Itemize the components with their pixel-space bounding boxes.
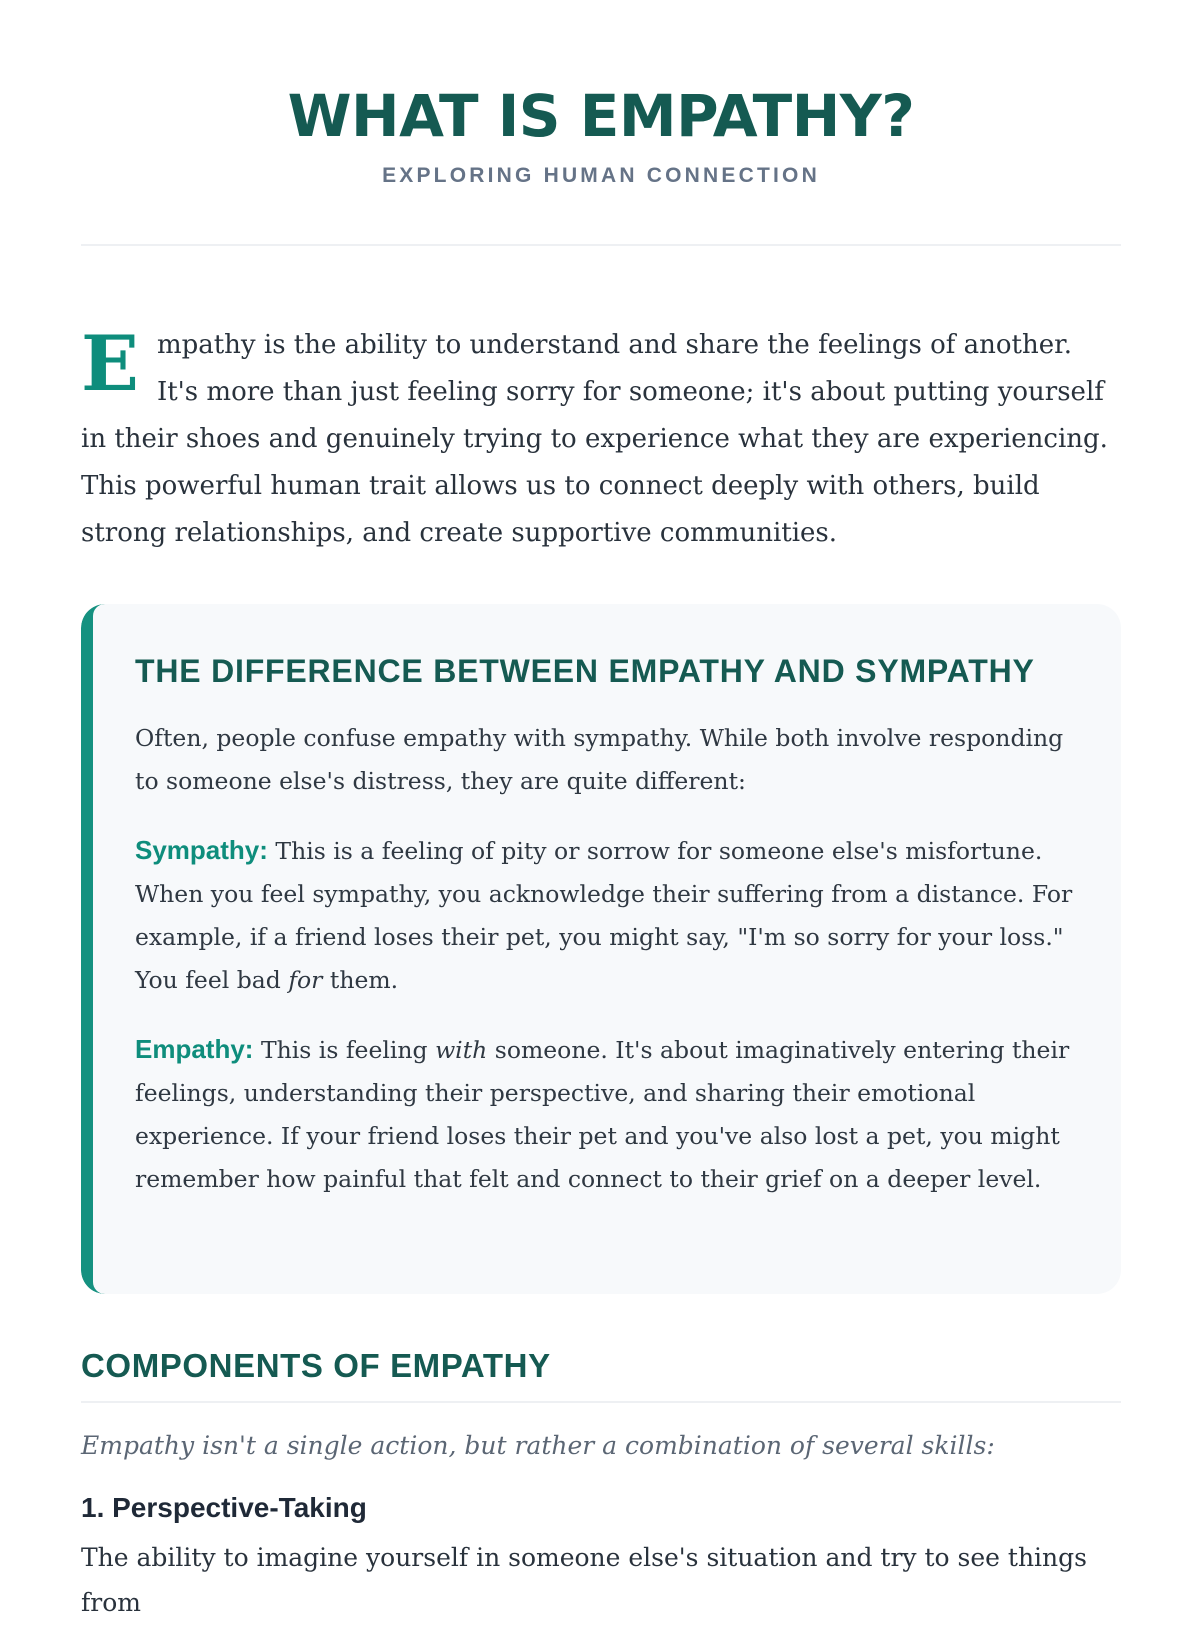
empathy-text-before: This is feeling — [260, 1036, 428, 1064]
callout-lead: Often, people confuse empathy with sympathy. While both involve responding to someone else's distress, they are quite different: — [135, 724, 1064, 795]
page-header — [81, 0, 1121, 246]
intro-text: mpathy is the ability to understand and share the feelings of another. It's more than just feeling sorry for someone; it's about putting yourself in their shoes and genuinely trying to experience what they are experiencing. This powerful human trait allows us to connect deeply with others, build strong relationships, and create supportive communities. — [81, 330, 1108, 548]
article — [81, 0, 1121, 1617]
header-divider — [81, 244, 1121, 246]
sympathy-term: Sympathy: — [135, 835, 268, 865]
components-section — [81, 1344, 1121, 1625]
section-divider — [81, 1401, 1121, 1403]
difference-callout — [81, 604, 1121, 1294]
sympathy-emphasis: for — [288, 966, 323, 994]
sympathy-text-before: This is a feeling of pity or sorrow for someone else's misfortune. When you feel sympathy, you acknowledge their suffering from a distance. For example, if a friend loses their pet, you might say, "I'm so sorry for your loss." You feel bad — [135, 837, 1073, 994]
component-text: The ability to imagine yourself in someone else's situation and try to see things from — [81, 1543, 1087, 1617]
sympathy-definition — [135, 829, 1075, 1002]
page-title: WHAT IS EMPATHY? — [287, 82, 915, 150]
intro-paragraph — [81, 319, 1121, 557]
empathy-definition — [135, 1028, 1075, 1201]
section-title: COMPONENTS OF EMPATHY — [81, 1347, 551, 1384]
empathy-emphasis: with — [435, 1036, 488, 1064]
callout-title: THE DIFFERENCE BETWEEN EMPATHY AND SYMPATHY — [135, 653, 1035, 689]
drop-cap: E — [81, 319, 139, 408]
section-intro: Empathy isn't a single action, but rather a combination of several skills: — [81, 1431, 995, 1460]
empathy-text-after: someone. It's about imaginatively entering their feelings, understanding their perspective, and sharing their emotional experience. If your friend loses their pet and you've also lost a pet, you might remember how painful that felt and connect to their grief on a deeper level. — [135, 1036, 1070, 1193]
callout-accent-bar — [81, 604, 105, 1294]
sympathy-text-after: them. — [329, 966, 399, 994]
component-heading: 1. Perspective-Taking — [81, 1492, 367, 1523]
page-subtitle: EXPLORING HUMAN CONNECTION — [382, 164, 820, 187]
empathy-term: Empathy: — [135, 1034, 254, 1064]
